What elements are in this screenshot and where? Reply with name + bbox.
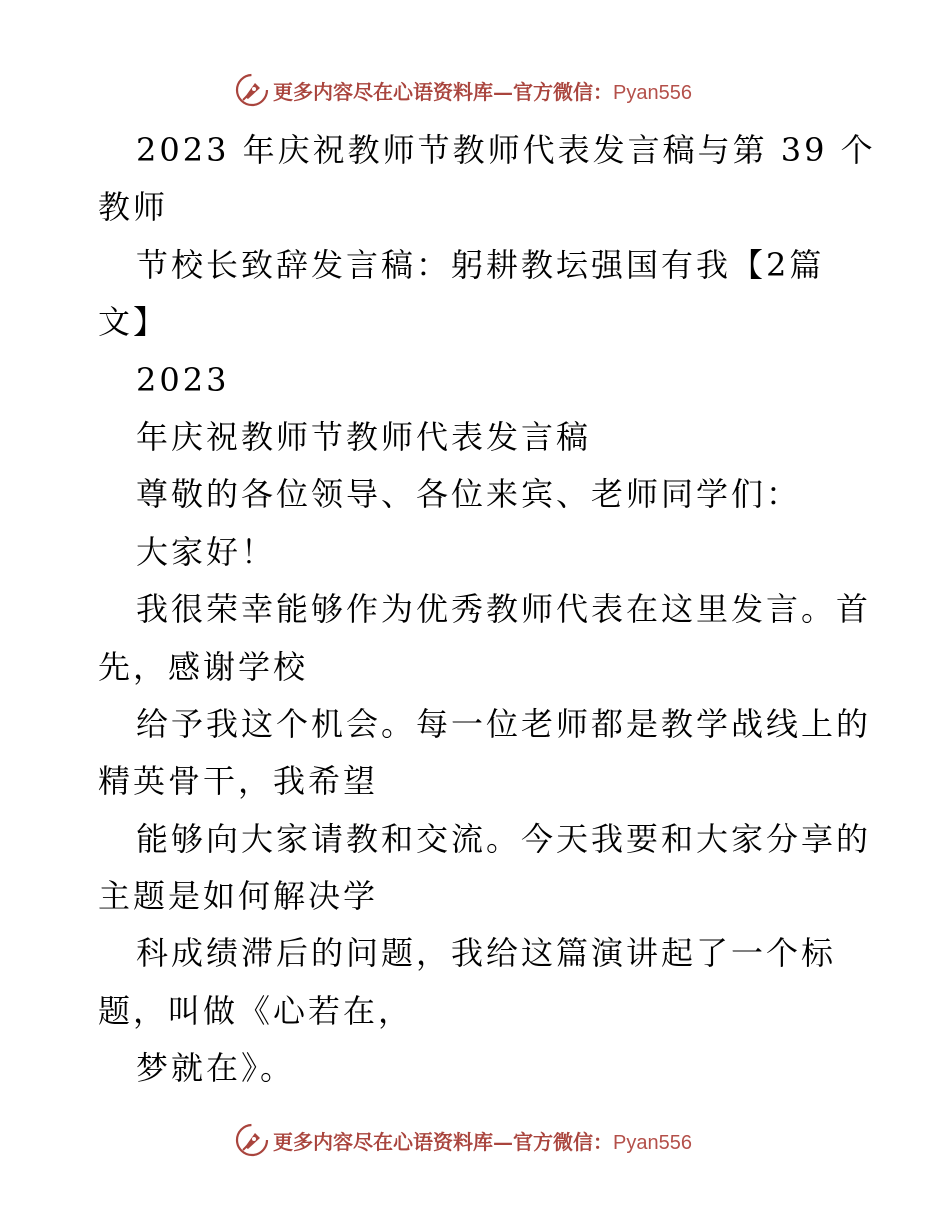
subtitle-heading: 年庆祝教师节教师代表发言稿 (136, 417, 592, 456)
paragraph-line: 先，感谢学校 (98, 647, 309, 686)
title-line-4: 文】 (98, 303, 169, 342)
paragraph-line: 能够向大家请教和交流。今天我要和大家分享的 (136, 819, 872, 858)
paragraph-line: 主题是如何解决学 (98, 877, 379, 916)
salutation: 尊敬的各位领导、各位来宾、老师同学们： (136, 475, 802, 514)
document-body (98, 122, 876, 1098)
greeting: 大家好！ (136, 532, 277, 571)
watermark-text: 更多内容尽在心语资料库—官方微信：Pyan556 (273, 79, 692, 104)
watermark-wechat-id: Pyan556 (613, 81, 692, 104)
header-watermark (235, 72, 692, 108)
paragraph-line: 题，叫做《心若在， (98, 991, 414, 1030)
pen-nib-logo-icon (235, 73, 269, 107)
paragraph-line: 梦就在》。 (136, 1049, 296, 1088)
pen-nib-logo-icon (235, 1123, 269, 1157)
title-line-3: 节校长致辞发言稿：躬耕教坛强国有我【2篇 (136, 245, 825, 284)
footer-watermark (235, 1122, 692, 1158)
subtitle-year: 2023 (136, 360, 230, 399)
paragraph-line: 给予我这个机会。每一位老师都是教学战线上的 (136, 704, 872, 743)
title-line-2: 教师 (98, 188, 169, 227)
watermark-text: 更多内容尽在心语资料库—官方微信：Pyan556 (273, 1129, 692, 1154)
paragraph-line: 我很荣幸能够作为优秀教师代表在这里发言。首 (136, 590, 872, 629)
watermark-wechat-id: Pyan556 (613, 1131, 692, 1154)
paragraph-line: 精英骨干，我希望 (98, 762, 379, 801)
paragraph-line: 科成绩滞后的问题，我给这篇演讲起了一个标 (136, 934, 837, 973)
title-line-1: 2023 年庆祝教师节教师代表发言稿与第 39 个 (136, 131, 876, 169)
